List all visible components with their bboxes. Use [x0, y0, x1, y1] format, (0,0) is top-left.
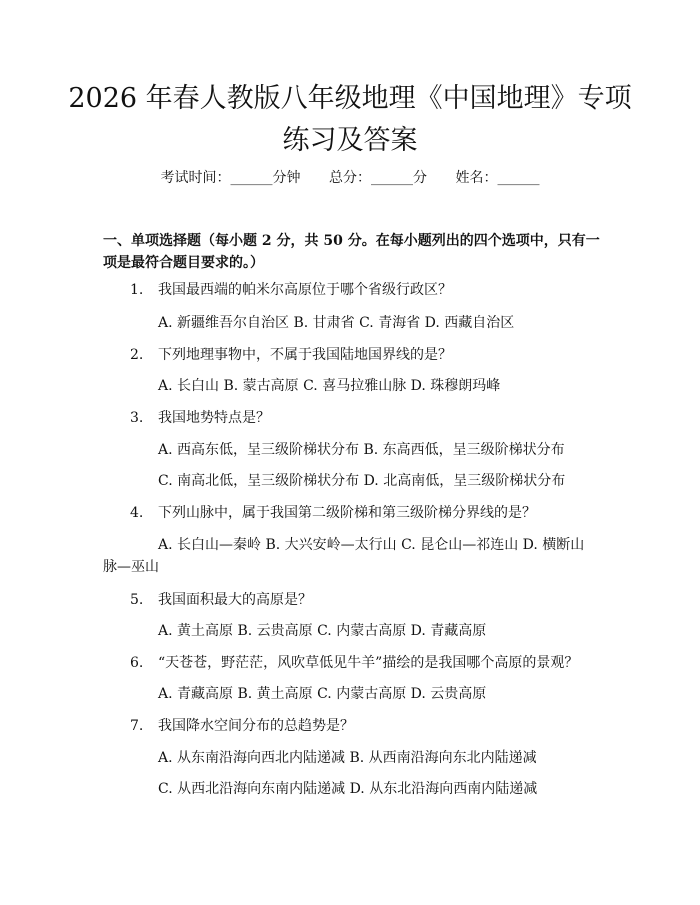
- question-number: 3.: [130, 410, 144, 426]
- question-text: 我国面积最大的高原是？: [158, 592, 312, 608]
- question-5: [130, 590, 312, 610]
- question-2: [130, 345, 452, 365]
- question-text: 我国地势特点是？: [158, 410, 270, 426]
- question-2-options: A. 长白山 B. 蒙古高原 C. 喜马拉雅山脉 D. 珠穆朗玛峰: [158, 378, 501, 394]
- section-heading: 一、单项选择题（每小题 2 分，共 50 分。在每小题列出的四个选项中，只有一项是最符合题目要求的。）: [103, 233, 600, 271]
- question-number: 1.: [130, 282, 144, 298]
- question-number: 5.: [130, 592, 144, 608]
- question-5-options: A. 黄土高原 B. 云贵高原 C. 内蒙古高原 D. 青藏高原: [158, 623, 487, 639]
- question-text: 下列山脉中，属于我国第二级阶梯和第三级阶梯分界线的是？: [158, 505, 536, 521]
- question-3: [130, 408, 270, 428]
- exam-meta: [0, 167, 700, 187]
- question-4: [130, 503, 536, 523]
- question-number: 7.: [130, 718, 144, 734]
- question-number: 4.: [130, 505, 144, 521]
- question-number: 6.: [130, 655, 144, 671]
- question-text: “天苍苍，野茫茫，风吹草低见牛羊”描绘的是我国哪个高原的景观？: [158, 655, 579, 671]
- question-3-options-line-1: A. 西高东低，呈三级阶梯状分布 B. 东高西低，呈三级阶梯状分布: [158, 442, 565, 458]
- question-3-options-line-2: C. 南高北低，呈三级阶梯状分布 D. 北高南低，呈三级阶梯状分布: [158, 473, 566, 489]
- exam-total-score: 总分：______分: [329, 170, 427, 186]
- question-1-options: A. 新疆维吾尔自治区 B. 甘肃省 C. 青海省 D. 西藏自治区: [158, 315, 515, 331]
- question-7: [130, 716, 354, 736]
- question-4-options: A. 长白山—秦岭 B. 大兴安岭—太行山 C. 昆仑山—祁连山 D. 横断山脉—巫山: [103, 537, 585, 575]
- page-title: 2026 年春人教版八年级地理《中国地理》专项练习及答案: [68, 83, 632, 156]
- question-7-options-line-2: C. 从西北沿海向东南内陆递减 D. 从东北沿海向西南内陆递减: [158, 781, 538, 797]
- question-6-options: A. 青藏高原 B. 黄土高原 C. 内蒙古高原 D. 云贵高原: [158, 686, 487, 702]
- question-1: [130, 280, 452, 300]
- question-number: 2.: [130, 347, 144, 363]
- question-7-options-line-1: A. 从东南沿海向西北内陆递减 B. 从西南沿海向东北内陆递减: [158, 750, 537, 766]
- question-text: 下列地理事物中，不属于我国陆地国界线的是？: [158, 347, 452, 363]
- question-text: 我国最西端的帕米尔高原位于哪个省级行政区？: [158, 282, 452, 298]
- question-6: [130, 653, 578, 673]
- exam-time: 考试时间：______分钟: [160, 170, 301, 186]
- student-name: 姓名：______: [455, 170, 540, 186]
- question-text: 我国降水空间分布的总趋势是？: [158, 718, 354, 734]
